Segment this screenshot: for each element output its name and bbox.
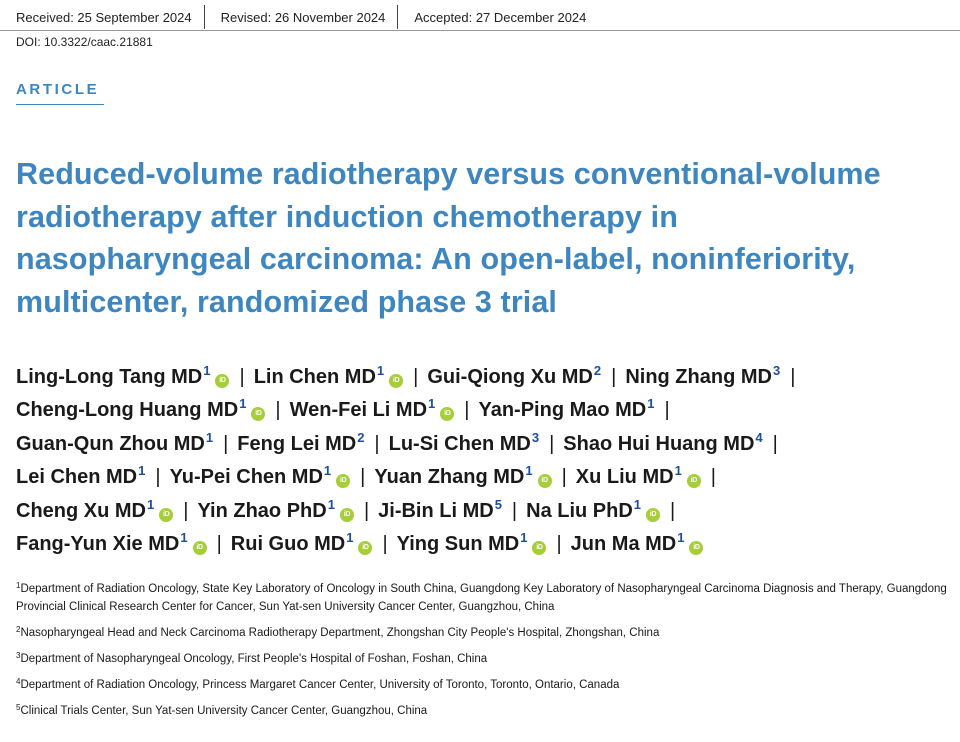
affiliation-marker[interactable]: 1 xyxy=(677,530,685,546)
affiliation-marker[interactable]: 1 xyxy=(205,429,214,445)
orcid-icon[interactable]: iD xyxy=(193,541,207,555)
author-name: Cheng-Long Huang MD xyxy=(16,399,239,422)
author-name: Yu-Pei Chen MD xyxy=(169,466,323,489)
author-separator: | xyxy=(183,499,189,522)
title-line: multicenter, randomized phase 3 trial xyxy=(16,284,557,319)
affiliation-marker[interactable]: 5 xyxy=(494,496,502,512)
author-name: Ji-Bin Li MD xyxy=(378,499,494,522)
orcid-icon[interactable]: iD xyxy=(336,474,350,488)
author-line xyxy=(16,495,951,528)
author-name: Lu-Si Chen MD xyxy=(388,432,531,455)
affiliation-marker[interactable]: 3 xyxy=(772,363,781,378)
affiliation-marker[interactable]: 1 xyxy=(239,396,247,412)
author[interactable] xyxy=(16,396,265,422)
author-line xyxy=(16,528,951,561)
author-name: Rui Guo MD xyxy=(230,533,346,556)
title-line: radiotherapy after induction chemotherapy in xyxy=(16,199,678,234)
affiliation-marker[interactable]: 4 xyxy=(755,429,763,445)
author[interactable] xyxy=(570,530,704,556)
author[interactable] xyxy=(253,363,403,388)
affiliation xyxy=(16,624,956,642)
affiliation-number: 3 xyxy=(16,651,21,660)
author[interactable] xyxy=(197,496,354,522)
author-name: Fang-Yun Xie MD xyxy=(16,533,180,556)
author-name: Guan-Qun Zhou MD xyxy=(16,432,205,455)
author[interactable] xyxy=(289,396,455,422)
author-list xyxy=(16,361,951,561)
author-line xyxy=(16,394,951,427)
affiliations xyxy=(16,580,956,728)
affiliation-text: Department of Radiation Oncology, State Key Laboratory of Oncology in South China, Guangdong Key Laboratory of Nasopharyngeal Carcinoma Diagnosis and Therapy, Guangdong Provincial Clinical Research Center for Cancer, Sun Yat-sen University Cancer Center, Guangzhou, China xyxy=(16,583,947,613)
header-rule xyxy=(0,30,960,31)
affiliation-marker[interactable]: 1 xyxy=(376,363,385,378)
author-separator: | xyxy=(239,366,245,388)
author[interactable] xyxy=(378,496,502,522)
affiliation-marker[interactable]: 3 xyxy=(531,429,540,445)
article-title xyxy=(16,153,951,323)
author-name: Na Liu PhD xyxy=(526,499,633,522)
affiliation-text: Clinical Trials Center, Sun Yat-sen University Cancer Center, Guangzhou, China xyxy=(20,705,428,717)
author-separator: | xyxy=(561,466,567,489)
section-underline xyxy=(16,104,104,105)
author[interactable] xyxy=(374,463,551,489)
affiliation-marker[interactable]: 1 xyxy=(203,363,211,378)
author-name: Jun Ma MD xyxy=(570,533,677,556)
affiliation-marker[interactable]: 2 xyxy=(593,363,602,378)
affiliation-marker[interactable]: 1 xyxy=(674,463,682,479)
author-separator: | xyxy=(670,499,676,522)
author-name: Yin Zhao PhD xyxy=(197,499,327,522)
affiliation-marker[interactable]: 1 xyxy=(346,530,354,546)
author-name: Lin Chen MD xyxy=(253,366,376,388)
author-name: Lei Chen MD xyxy=(16,466,138,489)
author-name: Cheng Xu MD xyxy=(16,499,146,522)
author-name: Gui-Qiong Xu MD xyxy=(427,366,593,388)
author[interactable] xyxy=(16,530,207,556)
author-separator: | xyxy=(664,399,670,422)
orcid-icon[interactable]: iD xyxy=(689,541,703,555)
orcid-icon[interactable]: iD xyxy=(538,474,552,488)
section-label: ARTICLE xyxy=(16,81,100,98)
received-date: Received: 25 September 2024 xyxy=(16,9,192,25)
author[interactable] xyxy=(230,530,373,556)
orcid-icon[interactable]: iD xyxy=(646,508,660,522)
author[interactable] xyxy=(396,530,547,556)
author-name: Wen-Fei Li MD xyxy=(289,399,428,422)
affiliation-marker[interactable]: 1 xyxy=(520,530,528,546)
orcid-icon[interactable]: iD xyxy=(440,407,454,421)
author-name: Ning Zhang MD xyxy=(625,366,772,388)
orcid-icon[interactable]: iD xyxy=(215,374,229,388)
accepted-date: Accepted: 27 December 2024 xyxy=(414,9,587,25)
author-separator: | xyxy=(556,533,562,556)
author-separator: | xyxy=(710,466,716,489)
author-separator: | xyxy=(223,432,229,455)
affiliation-marker[interactable]: 1 xyxy=(180,530,188,546)
author-separator: | xyxy=(382,533,388,556)
author-separator: | xyxy=(363,499,370,522)
author[interactable] xyxy=(16,496,173,522)
affiliation-marker[interactable]: 1 xyxy=(428,396,436,412)
orcid-icon[interactable]: iD xyxy=(358,541,372,555)
affiliation-number: 1 xyxy=(16,581,21,590)
orcid-icon[interactable]: iD xyxy=(389,374,403,388)
dates-header xyxy=(0,5,598,29)
author-name: Yan-Ping Mao MD xyxy=(478,399,647,422)
author[interactable] xyxy=(16,429,214,455)
orcid-icon[interactable]: iD xyxy=(251,407,265,421)
author-name: Ying Sun MD xyxy=(396,533,520,556)
author-separator: | xyxy=(216,533,222,556)
orcid-icon[interactable]: iD xyxy=(532,541,546,555)
author-separator: | xyxy=(511,499,518,522)
author[interactable] xyxy=(563,429,763,455)
author-name: Feng Lei MD xyxy=(237,432,357,455)
affiliation-marker[interactable]: 1 xyxy=(323,463,332,479)
author-separator: | xyxy=(374,432,380,455)
author-separator: | xyxy=(155,466,161,489)
revised-date: Revised: 26 November 2024 xyxy=(220,9,386,25)
author-separator: | xyxy=(413,366,419,388)
author[interactable] xyxy=(388,429,540,455)
affiliation-text: Department of Radiation Oncology, Princess Margaret Cancer Center, University of Toronto, Toronto, Ontario, Canada xyxy=(20,679,620,691)
affiliation xyxy=(16,650,956,668)
orcid-icon[interactable]: iD xyxy=(687,474,701,488)
affiliation-marker[interactable]: 1 xyxy=(147,496,155,512)
author[interactable] xyxy=(625,363,781,388)
author-separator: | xyxy=(772,432,778,455)
orcid-icon[interactable]: iD xyxy=(340,508,354,522)
affiliation-marker[interactable]: 1 xyxy=(633,496,642,512)
author[interactable] xyxy=(575,463,701,489)
author[interactable] xyxy=(169,463,351,489)
author-name: Yuan Zhang MD xyxy=(374,466,525,489)
title-line: Reduced-volume radiotherapy versus conventional-volume xyxy=(16,157,881,191)
affiliation-marker[interactable]: 1 xyxy=(327,496,335,512)
author-name: Shao Hui Huang MD xyxy=(563,432,755,455)
author-line xyxy=(16,428,951,461)
title-line: nasopharyngeal carcinoma: An open-label, noninferiority, xyxy=(16,242,856,276)
author-separator: | xyxy=(464,399,470,422)
affiliation xyxy=(16,676,956,694)
author-separator: | xyxy=(790,366,796,388)
doi-link[interactable]: DOI: 10.3322/caac.21881 xyxy=(16,35,153,49)
affiliation-text: Department of Nasopharyngeal Oncology, First People's Hospital of Foshan, Foshan, China xyxy=(20,653,488,665)
author[interactable] xyxy=(427,363,602,388)
affiliation xyxy=(16,702,956,720)
author-name: Xu Liu MD xyxy=(575,466,674,489)
author-separator: | xyxy=(275,399,281,422)
affiliation-marker[interactable]: 2 xyxy=(357,429,365,445)
affiliation-marker[interactable]: 1 xyxy=(138,463,146,479)
affiliation-number: 5 xyxy=(16,703,21,712)
author[interactable] xyxy=(16,463,146,489)
affiliation-marker[interactable]: 1 xyxy=(647,396,655,412)
orcid-icon[interactable]: iD xyxy=(159,508,173,522)
author-separator: | xyxy=(611,366,617,388)
author-line xyxy=(16,461,951,494)
affiliation-number: 4 xyxy=(16,677,21,686)
affiliation-number: 2 xyxy=(16,625,21,634)
affiliation-text: Nasopharyngeal Head and Neck Carcinoma Radiotherapy Department, Zhongshan City People's Hospital, Zhongshan, China xyxy=(20,627,660,639)
author-line xyxy=(16,361,951,394)
author-separator: | xyxy=(549,432,555,455)
author[interactable] xyxy=(478,396,655,422)
author[interactable] xyxy=(16,363,229,388)
affiliation-marker[interactable]: 1 xyxy=(525,463,533,479)
author[interactable] xyxy=(237,429,365,455)
author-name: Ling-Long Tang MD xyxy=(16,366,203,388)
affiliation xyxy=(16,580,956,616)
author[interactable] xyxy=(526,496,660,522)
author-separator: | xyxy=(360,466,366,489)
